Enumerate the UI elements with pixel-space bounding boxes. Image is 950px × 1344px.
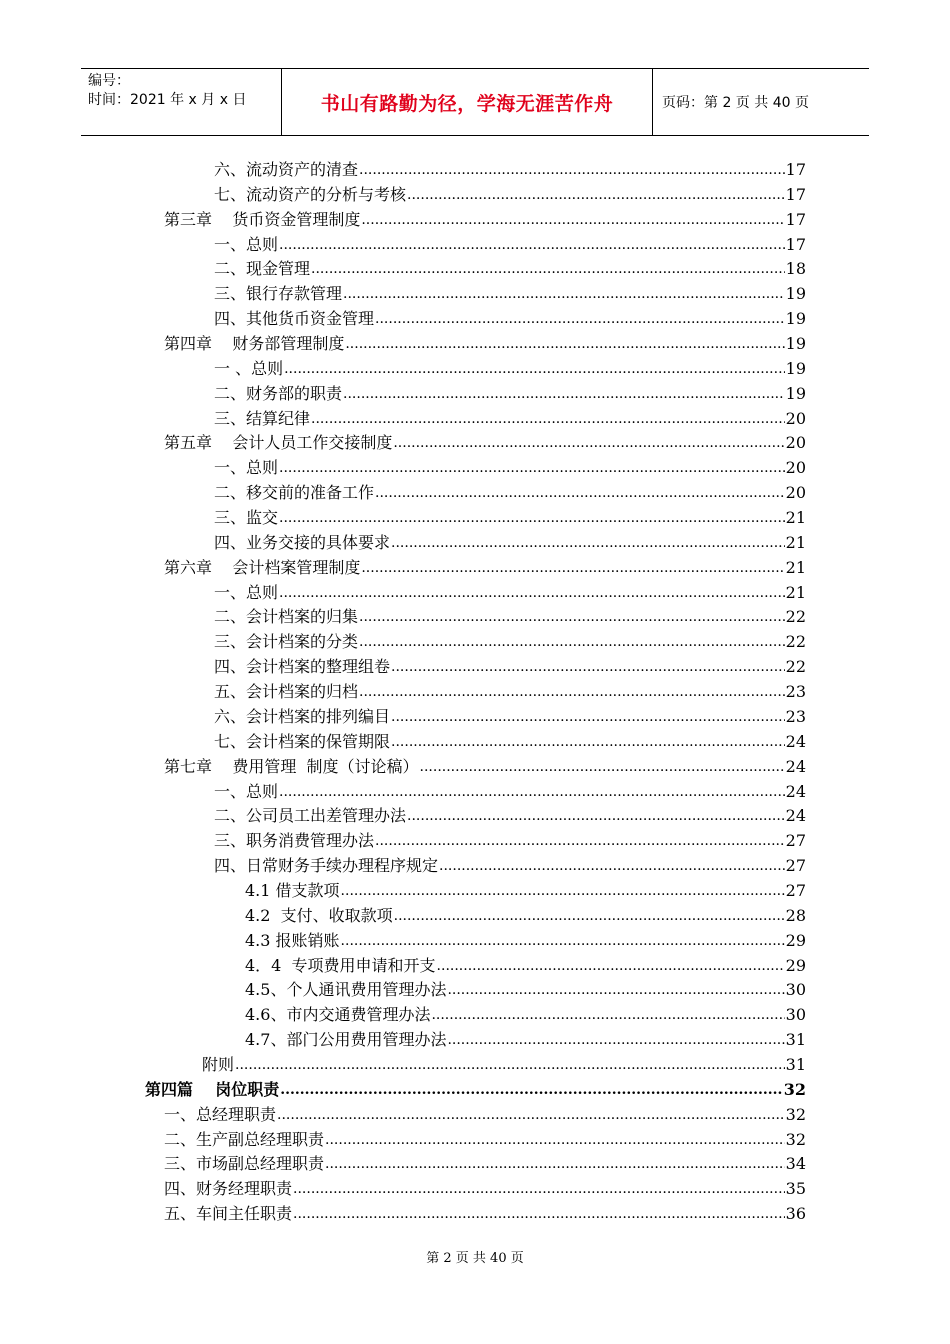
toc-leader-dots	[361, 556, 784, 579]
toc-leader-dots	[311, 407, 785, 430]
toc-entry[interactable]	[214, 157, 806, 181]
toc-entry-title: 七、会计档案的保管期限	[214, 731, 391, 751]
toc-entry-page: 32	[785, 1104, 806, 1124]
toc-entry[interactable]	[164, 1201, 806, 1225]
toc-entry-title: 四、财务经理职责	[164, 1179, 293, 1199]
toc-leader-dots	[325, 1128, 785, 1151]
toc-entry-page: 32	[785, 1129, 806, 1149]
toc-leader-dots	[279, 780, 785, 803]
toc-leader-dots	[279, 506, 785, 529]
toc-entry-page: 20	[785, 483, 806, 503]
toc-entry-title: 第四章 财务部管理制度	[164, 334, 345, 354]
toc-entry[interactable]	[214, 480, 806, 504]
toc-entry-title: 四、其他货币资金管理	[214, 309, 375, 329]
toc-entry[interactable]	[245, 977, 806, 1001]
toc-leader-dots	[391, 655, 785, 678]
toc-entry-page: 22	[785, 632, 806, 652]
toc-entry-page: 22	[785, 607, 806, 627]
toc-entry-title: 二、公司员工出差管理办法	[214, 806, 407, 826]
toc-leader-dots	[359, 630, 785, 653]
toc-entry-title: 4.6、市内交通费管理办法	[245, 1005, 431, 1025]
toc-entry-page: 30	[785, 1005, 806, 1025]
toc-entry-title: 五、车间主任职责	[164, 1204, 293, 1224]
toc-leader-dots	[420, 755, 785, 778]
toc-entry-title: 四、日常财务手续办理程序规定	[214, 856, 439, 876]
toc-entry-page: 23	[785, 682, 806, 702]
toc-entry-page: 29	[785, 930, 806, 950]
toc-entry[interactable]	[145, 1077, 806, 1101]
toc-entry-page: 19	[785, 284, 806, 304]
toc-entry-title: 六、会计档案的排列编目	[214, 706, 391, 726]
toc-entry-title: 一、总则	[214, 234, 279, 254]
page-footer: 第 2 页 共 40 页	[426, 1251, 524, 1266]
toc-entry-title: 第四篇 岗位职责	[145, 1079, 280, 1099]
toc-entry-page: 24	[785, 781, 806, 801]
toc-leader-dots	[341, 879, 785, 902]
toc-leader-dots	[391, 705, 785, 728]
toc-entry-title: 一、总则	[214, 781, 279, 801]
toc-entry-page: 19	[785, 383, 806, 403]
toc-entry[interactable]	[214, 381, 806, 405]
document-number-label: 编号：	[88, 73, 130, 89]
toc-entry-page: 35	[785, 1179, 806, 1199]
toc-entry[interactable]	[245, 878, 806, 902]
toc-leader-dots	[293, 1202, 785, 1225]
toc-entry-title: 三、银行存款管理	[214, 284, 343, 304]
toc-entry[interactable]	[164, 1151, 806, 1175]
toc-entry[interactable]	[214, 232, 806, 256]
toc-entry-title: 第五章 会计人员工作交接制度	[164, 433, 393, 453]
toc-entry-page: 27	[785, 856, 806, 876]
toc-entry[interactable]	[214, 654, 806, 678]
toc-entry-title: 二、现金管理	[214, 259, 311, 279]
toc-entry[interactable]	[245, 1002, 806, 1026]
toc-entry-page: 24	[785, 806, 806, 826]
toc-leader-dots	[284, 357, 785, 380]
toc-entry[interactable]	[214, 256, 806, 280]
toc-entry[interactable]	[214, 828, 806, 852]
toc-entry-page: 20	[785, 408, 806, 428]
toc-entry[interactable]	[214, 505, 806, 529]
toc-entry-title: 4.5、个人通讯费用管理办法	[245, 980, 447, 1000]
toc-entry-title: 一、总经理职责	[164, 1104, 277, 1124]
toc-leader-dots	[311, 257, 785, 280]
toc-entry-title: 四、会计档案的整理组卷	[214, 657, 391, 677]
toc-entry[interactable]	[245, 1027, 806, 1051]
toc-entry[interactable]	[214, 853, 806, 877]
toc-leader-dots	[359, 605, 785, 628]
toc-entry-title: 4．4 专项费用申请和开支	[245, 955, 436, 975]
toc-entry-page: 19	[785, 334, 806, 354]
toc-entry-title: 4.1 借支款项	[245, 880, 340, 900]
toc-entry[interactable]	[164, 331, 806, 355]
toc-entry-title: 四、业务交接的具体要求	[214, 532, 391, 552]
toc-entry[interactable]	[245, 928, 806, 952]
toc-leader-dots	[375, 307, 785, 330]
toc-leader-dots	[293, 1177, 785, 1200]
toc-entry-page: 29	[785, 955, 806, 975]
toc-entry-page: 24	[785, 731, 806, 751]
toc-entry-page: 28	[785, 905, 806, 925]
toc-leader-dots	[393, 431, 784, 454]
toc-entry-title: 4.3 报账销账	[245, 930, 340, 950]
toc-entry-title: 二、会计档案的归集	[214, 607, 359, 627]
toc-entry[interactable]	[214, 306, 806, 330]
toc-leader-dots	[280, 1078, 782, 1101]
toc-entry-page: 31	[785, 1054, 806, 1074]
toc-entry-page: 17	[785, 234, 806, 254]
toc-entry[interactable]	[214, 679, 806, 703]
toc-entry-title: 六、流动资产的清查	[214, 160, 359, 179]
toc-entry-page: 17	[785, 160, 806, 179]
toc-leader-dots	[279, 233, 785, 256]
toc-entry[interactable]	[214, 580, 806, 604]
toc-entry-title: 三、会计档案的分类	[214, 632, 359, 652]
toc-leader-dots	[359, 158, 785, 181]
toc-leader-dots	[277, 1103, 785, 1126]
toc-entry-title: 第七章 费用管理 制度（讨论稿）	[164, 756, 419, 776]
toc-leader-dots	[437, 954, 785, 977]
toc-leader-dots	[361, 208, 784, 231]
toc-entry-page: 19	[785, 358, 806, 378]
toc-leader-dots	[447, 978, 784, 1001]
toc-entry-title: 三、市场副总经理职责	[164, 1154, 325, 1174]
toc-entry[interactable]	[214, 182, 806, 206]
toc-entry[interactable]	[214, 356, 806, 380]
toc-entry[interactable]	[214, 455, 806, 479]
toc-leader-dots	[359, 680, 785, 703]
toc-entry-title: 二、生产副总经理职责	[164, 1129, 325, 1149]
document-date: 时间：2021 年 x 月 x 日	[88, 92, 247, 108]
toc-entry[interactable]	[164, 430, 806, 454]
toc-entry-title: 一、总则	[214, 582, 279, 602]
toc-entry[interactable]	[164, 1102, 806, 1126]
toc-leader-dots	[447, 1028, 784, 1051]
toc-entry-page: 31	[785, 1030, 806, 1050]
header-page-cell	[653, 69, 869, 135]
toc-leader-dots	[279, 456, 785, 479]
toc-entry[interactable]	[245, 903, 806, 927]
toc-leader-dots	[391, 730, 785, 753]
toc-entry-title: 一、总则	[214, 458, 279, 478]
toc-entry-page: 36	[785, 1204, 806, 1224]
toc-entry-title: 4.2 支付、收取款项	[245, 905, 393, 925]
toc-entry-page: 20	[785, 458, 806, 478]
toc-entry-page: 21	[785, 508, 806, 528]
toc-leader-dots	[279, 581, 785, 604]
toc-entry[interactable]	[214, 604, 806, 628]
toc-leader-dots	[375, 829, 785, 852]
toc-entry-title: 一 、总则	[214, 358, 284, 378]
toc-entry[interactable]	[214, 406, 806, 430]
toc-leader-dots	[341, 929, 785, 952]
toc-entry-title: 4.7、部门公用费用管理办法	[245, 1030, 447, 1050]
toc-entry[interactable]	[164, 555, 806, 579]
toc-entry[interactable]	[202, 1052, 806, 1076]
toc-entry[interactable]	[214, 803, 806, 827]
toc-entry-title: 五、会计档案的归档	[214, 682, 359, 702]
toc-entry-page: 27	[785, 880, 806, 900]
toc-entry-page: 22	[785, 657, 806, 677]
header-page-number: 页码：第 2 页 共 40 页	[662, 95, 809, 111]
toc-entry[interactable]	[164, 1127, 806, 1151]
toc-leader-dots	[431, 1003, 784, 1026]
toc-entry-title: 二、财务部的职责	[214, 383, 343, 403]
toc-leader-dots	[325, 1152, 785, 1175]
toc-entry[interactable]	[164, 754, 806, 778]
toc-entry-title: 附则	[202, 1054, 235, 1074]
toc-leader-dots	[391, 531, 785, 554]
toc-entry-title: 三、监交	[214, 508, 279, 528]
toc-leader-dots	[343, 282, 785, 305]
toc-entry-page: 24	[785, 756, 806, 776]
toc-entry-page: 18	[785, 259, 806, 279]
toc-entry-page: 23	[785, 706, 806, 726]
toc-entry-title: 三、结算纪律	[214, 408, 311, 428]
toc-entry[interactable]	[164, 1176, 806, 1200]
toc-entry-page: 17	[785, 209, 806, 229]
toc-entry-title: 第三章 货币资金管理制度	[164, 209, 361, 229]
page-header	[81, 68, 869, 136]
header-motto-cell	[282, 69, 653, 135]
toc-entry[interactable]	[214, 704, 806, 728]
toc-entry[interactable]	[214, 779, 806, 803]
toc-entry-page: 34	[785, 1154, 806, 1174]
toc-leader-dots	[235, 1053, 785, 1076]
toc-entry-title: 七、流动资产的分析与考核	[214, 184, 407, 204]
header-motto: 书山有路勤为径，学海无涯苦作舟	[320, 92, 614, 115]
toc-entry-page: 20	[785, 433, 806, 453]
toc-entry-page: 27	[785, 831, 806, 851]
toc-entry[interactable]	[214, 729, 806, 753]
toc-leader-dots	[345, 332, 784, 355]
toc-entry-page: 21	[785, 557, 806, 577]
toc-leader-dots	[439, 854, 785, 877]
header-left-cell	[81, 69, 282, 135]
toc-leader-dots	[407, 183, 785, 206]
toc-leader-dots	[407, 804, 785, 827]
toc-leader-dots	[375, 481, 785, 504]
toc-entry-title: 二、移交前的准备工作	[214, 483, 375, 503]
toc-entry-page: 19	[785, 309, 806, 329]
toc-entry-page: 30	[785, 980, 806, 1000]
toc-entry-title: 第六章 会计档案管理制度	[164, 557, 361, 577]
toc-entry[interactable]	[214, 530, 806, 554]
toc-entry-page: 32	[783, 1079, 806, 1099]
toc-entry[interactable]	[214, 629, 806, 653]
toc-entry-page: 21	[785, 532, 806, 552]
toc-leader-dots	[394, 904, 785, 927]
toc-entry-title: 三、职务消费管理办法	[214, 831, 375, 851]
toc-entry[interactable]	[214, 281, 806, 305]
toc-entry-page: 17	[785, 184, 806, 204]
toc-leader-dots	[343, 382, 785, 405]
toc-entry[interactable]	[164, 207, 806, 231]
toc-entry-page: 21	[785, 582, 806, 602]
toc-entry[interactable]	[245, 953, 806, 977]
